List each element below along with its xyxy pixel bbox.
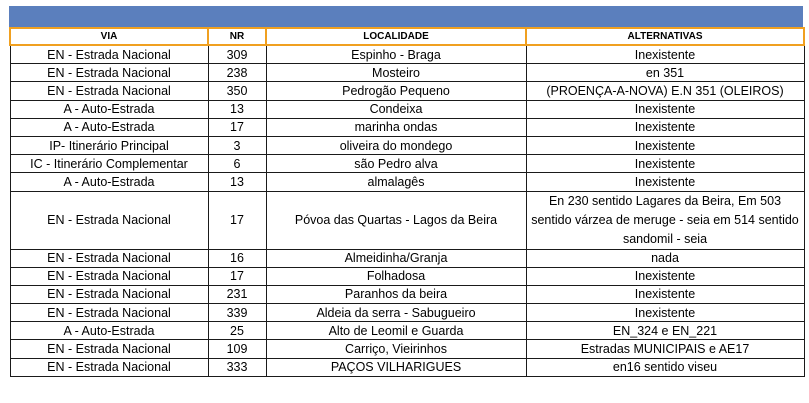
header-nr: NR bbox=[208, 28, 266, 45]
table-row bbox=[10, 173, 804, 191]
table-row bbox=[10, 64, 804, 82]
cell-alternativas: EN_324 e EN_221 bbox=[526, 322, 804, 340]
roads-table bbox=[9, 27, 805, 377]
cell-alternativas: Inexistente bbox=[526, 100, 804, 118]
cell-alternativas: Inexistente bbox=[526, 285, 804, 303]
cell-nr: 13 bbox=[208, 100, 266, 118]
cell-localidade: oliveira do mondego bbox=[266, 136, 526, 154]
cell-nr: 350 bbox=[208, 82, 266, 100]
table-row bbox=[10, 340, 804, 358]
table-row bbox=[10, 118, 804, 136]
cell-nr: 17 bbox=[208, 191, 266, 249]
cell-alternativas: Inexistente bbox=[526, 304, 804, 322]
cell-nr: 109 bbox=[208, 340, 266, 358]
cell-alternativas: Inexistente bbox=[526, 45, 804, 64]
cell-alternativas: Inexistente bbox=[526, 155, 804, 173]
cell-via: A - Auto-Estrada bbox=[10, 118, 208, 136]
header-row bbox=[10, 28, 804, 45]
cell-via: EN - Estrada Nacional bbox=[10, 191, 208, 249]
table-row bbox=[10, 100, 804, 118]
cell-via: EN - Estrada Nacional bbox=[10, 45, 208, 64]
cell-via: EN - Estrada Nacional bbox=[10, 340, 208, 358]
cell-nr: 238 bbox=[208, 64, 266, 82]
cell-localidade: Carriço, Vieirinhos bbox=[266, 340, 526, 358]
cell-alternativas: (PROENÇA-A-NOVA) E.N 351 (OLEIROS) bbox=[526, 82, 804, 100]
cell-nr: 339 bbox=[208, 304, 266, 322]
title-band bbox=[9, 6, 803, 27]
cell-nr: 6 bbox=[208, 155, 266, 173]
header-via: VIA bbox=[10, 28, 208, 45]
cell-alternativas: en16 sentido viseu bbox=[526, 358, 804, 376]
cell-nr: 231 bbox=[208, 285, 266, 303]
cell-nr: 309 bbox=[208, 45, 266, 64]
cell-localidade: Alto de Leomil e Guarda bbox=[266, 322, 526, 340]
cell-localidade: almalagês bbox=[266, 173, 526, 191]
cell-localidade: Aldeia da serra - Sabugueiro bbox=[266, 304, 526, 322]
table-row bbox=[10, 358, 804, 376]
cell-alternativas: Inexistente bbox=[526, 118, 804, 136]
cell-via: IP- Itinerário Principal bbox=[10, 136, 208, 154]
cell-via: IC - Itinerário Complementar bbox=[10, 155, 208, 173]
cell-alternativas: en 351 bbox=[526, 64, 804, 82]
cell-localidade: Espinho - Braga bbox=[266, 45, 526, 64]
cell-localidade: são Pedro alva bbox=[266, 155, 526, 173]
table-row bbox=[10, 249, 804, 267]
cell-nr: 3 bbox=[208, 136, 266, 154]
cell-alternativas: Inexistente bbox=[526, 173, 804, 191]
table-row bbox=[10, 285, 804, 303]
cell-via: A - Auto-Estrada bbox=[10, 173, 208, 191]
table-row bbox=[10, 322, 804, 340]
cell-localidade: Condeixa bbox=[266, 100, 526, 118]
cell-via: EN - Estrada Nacional bbox=[10, 304, 208, 322]
cell-localidade: Mosteiro bbox=[266, 64, 526, 82]
cell-via: EN - Estrada Nacional bbox=[10, 358, 208, 376]
cell-nr: 16 bbox=[208, 249, 266, 267]
cell-via: A - Auto-Estrada bbox=[10, 322, 208, 340]
cell-localidade: PAÇOS VILHARIGUES bbox=[266, 358, 526, 376]
cell-localidade: Paranhos da beira bbox=[266, 285, 526, 303]
table-row bbox=[10, 191, 804, 249]
cell-alternativas: Estradas MUNICIPAIS e AE17 bbox=[526, 340, 804, 358]
cell-nr: 17 bbox=[208, 267, 266, 285]
cell-localidade: Póvoa das Quartas - Lagos da Beira bbox=[266, 191, 526, 249]
table-row bbox=[10, 304, 804, 322]
table-row bbox=[10, 155, 804, 173]
cell-via: EN - Estrada Nacional bbox=[10, 64, 208, 82]
table-row bbox=[10, 136, 804, 154]
cell-alternativas: Inexistente bbox=[526, 267, 804, 285]
cell-localidade: Folhadosa bbox=[266, 267, 526, 285]
cell-nr: 13 bbox=[208, 173, 266, 191]
cell-via: EN - Estrada Nacional bbox=[10, 285, 208, 303]
header-localidade: LOCALIDADE bbox=[266, 28, 526, 45]
cell-alternativas: nada bbox=[526, 249, 804, 267]
cell-via: EN - Estrada Nacional bbox=[10, 82, 208, 100]
cell-alternativas: Inexistente bbox=[526, 136, 804, 154]
cell-nr: 25 bbox=[208, 322, 266, 340]
cell-nr: 333 bbox=[208, 358, 266, 376]
header-alternativas: ALTERNATIVAS bbox=[526, 28, 804, 45]
cell-via: EN - Estrada Nacional bbox=[10, 267, 208, 285]
cell-localidade: Almeidinha/Granja bbox=[266, 249, 526, 267]
cell-alternativas: En 230 sentido Lagares da Beira, Em 503 sentido várzea de meruge - seia em 514 sentido sandomil - seia bbox=[526, 191, 804, 249]
cell-localidade: marinha ondas bbox=[266, 118, 526, 136]
table-row bbox=[10, 267, 804, 285]
cell-via: A - Auto-Estrada bbox=[10, 100, 208, 118]
cell-nr: 17 bbox=[208, 118, 266, 136]
table-row bbox=[10, 82, 804, 100]
cell-via: EN - Estrada Nacional bbox=[10, 249, 208, 267]
table-row bbox=[10, 45, 804, 64]
cell-localidade: Pedrogão Pequeno bbox=[266, 82, 526, 100]
